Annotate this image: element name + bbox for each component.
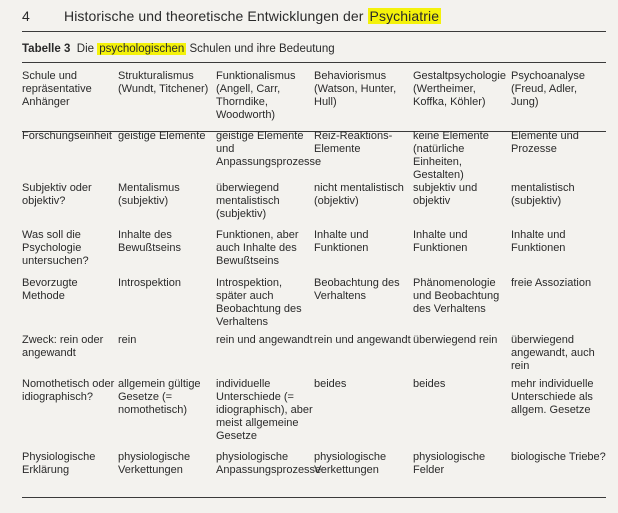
table-cell: beides bbox=[314, 378, 347, 390]
table-bottom-rule bbox=[22, 497, 606, 498]
table-cell: Beobachtung des Verhaltens bbox=[314, 277, 400, 302]
table-cell: Elemente und Prozesse bbox=[511, 130, 579, 155]
table-caption-pre: Die bbox=[76, 43, 95, 55]
table-cell: Introspektion, später auch Beobachtung des Verhaltens bbox=[216, 277, 302, 328]
page-title-highlight: Psychiatrie bbox=[369, 8, 440, 24]
schools-table bbox=[22, 70, 606, 495]
table-cell: mehr individuelle Unterschiede als allgem. Gesetze bbox=[511, 378, 594, 416]
table-cell: rein bbox=[118, 334, 137, 346]
column-header: Psychoanalyse (Freud, Adler, Jung) bbox=[511, 70, 585, 108]
row-label: Subjektiv oder objektiv? bbox=[22, 182, 92, 207]
table-cell: Introspektion bbox=[118, 277, 181, 289]
table-row bbox=[22, 378, 606, 451]
table-row bbox=[22, 334, 606, 378]
table-caption-label: Tabelle 3 bbox=[22, 43, 71, 55]
table-cell: Inhalte und Funktionen bbox=[314, 229, 369, 254]
table-cell: überwiegend mentalistisch (subjektiv) bbox=[216, 182, 280, 220]
row-label: Physiologische Erklärung bbox=[22, 451, 96, 476]
column-header: Funktionalismus (Angell, Carr, Thorndike, Woodworth) bbox=[216, 70, 296, 121]
caption-rule bbox=[22, 62, 606, 63]
column-header: Schule und repräsentative Anhänger bbox=[22, 70, 92, 108]
page-header bbox=[22, 8, 441, 24]
table-caption-highlight: psychologischen bbox=[99, 43, 185, 55]
table-cell: Inhalte des Bewußtseins bbox=[118, 229, 181, 254]
table-cell: Reiz-Reaktions-Elemente bbox=[314, 130, 393, 155]
table-cell: beides bbox=[413, 378, 446, 390]
row-label: Was soll die Psychologie untersuchen? bbox=[22, 229, 89, 267]
table-cell: Inhalte und Funktionen bbox=[511, 229, 566, 254]
table-row bbox=[22, 130, 606, 182]
table-cell: rein und angewandt bbox=[314, 334, 411, 346]
table-cell: physiologische Anpassungsprozesse bbox=[216, 451, 322, 476]
table-cell: Phänomenologie und Beobachtung des Verhaltens bbox=[413, 277, 500, 315]
table-cell: geistige Elemente bbox=[118, 130, 206, 142]
table-cell: individuelle Unterschiede (= idiographisch), aber meist allgemeine Gesetze bbox=[216, 378, 313, 442]
table-cell: nicht mentalistisch (objektiv) bbox=[314, 182, 404, 207]
table-cell: allgemein gültige Gesetze (= nomothetisch) bbox=[118, 378, 201, 416]
table-cell: biologische Triebe? bbox=[511, 451, 606, 463]
table-cell: rein und angewandt bbox=[216, 334, 313, 346]
table-header-row bbox=[22, 70, 606, 130]
table-row bbox=[22, 229, 606, 277]
table-cell: physiologische Verkettungen bbox=[118, 451, 191, 476]
table-cell: überwiegend rein bbox=[413, 334, 498, 346]
row-label: Nomothetisch oder idiographisch? bbox=[22, 378, 115, 403]
table-cell: physiologische Felder bbox=[413, 451, 486, 476]
table-row bbox=[22, 277, 606, 334]
table-caption-post: Schulen und ihre Bedeutung bbox=[189, 43, 335, 55]
table-cell: Mentalismus (subjektiv) bbox=[118, 182, 180, 207]
page-title: Historische und theoretische Entwicklungen der bbox=[64, 8, 364, 24]
table-caption bbox=[22, 43, 335, 55]
table-cell: subjektiv und objektiv bbox=[413, 182, 478, 207]
page-number: 4 bbox=[22, 8, 30, 24]
table-cell: Inhalte und Funktionen bbox=[413, 229, 468, 254]
column-header: Gestaltpsychologie (Wertheimer, Koffka, Köhler) bbox=[413, 70, 506, 108]
row-label: Forschungseinheit bbox=[22, 130, 112, 142]
table-cell: physiologische Verkettungen bbox=[314, 451, 387, 476]
table-cell: keine Elemente (natürliche Einheiten, Gestalten) bbox=[413, 130, 489, 181]
table-cell: geistige Elemente und Anpassungsprozesse bbox=[216, 130, 322, 168]
table-cell: mentalistisch (subjektiv) bbox=[511, 182, 575, 207]
row-label: Bevorzugte Methode bbox=[22, 277, 78, 302]
header-rule bbox=[22, 31, 606, 32]
table-cell: freie Assoziation bbox=[511, 277, 592, 289]
table-row bbox=[22, 182, 606, 229]
column-header: Behaviorismus (Watson, Hunter, Hull) bbox=[314, 70, 397, 108]
table-row bbox=[22, 451, 606, 495]
table-cell: überwiegend angewandt, auch rein bbox=[511, 334, 595, 372]
table-cell: Funktionen, aber auch Inhalte des Bewußtseins bbox=[216, 229, 299, 267]
row-label: Zweck: rein oder angewandt bbox=[22, 334, 104, 359]
column-header: Strukturalismus (Wundt, Titchener) bbox=[118, 70, 209, 95]
